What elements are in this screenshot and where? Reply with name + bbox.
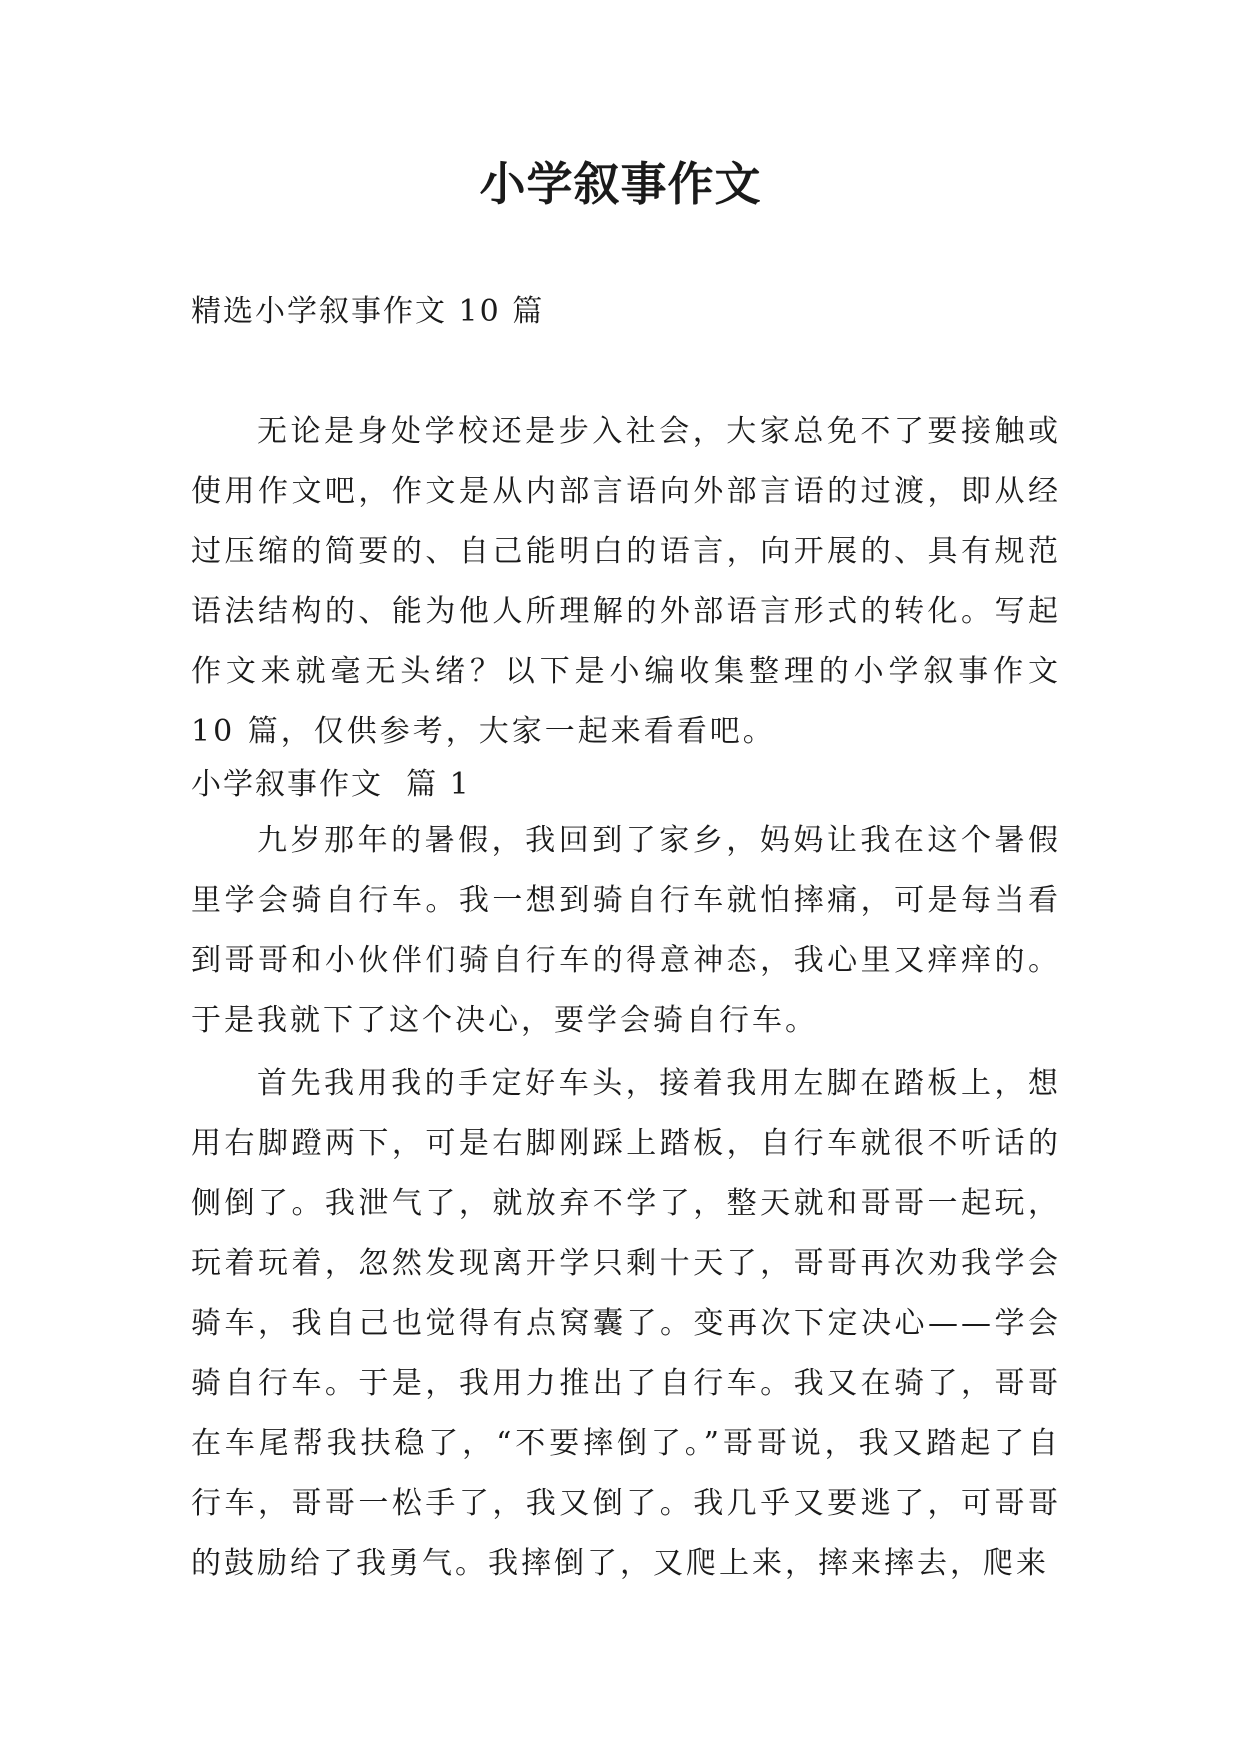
essay-paragraph-2: 首先我用我的手定好车头，接着我用左脚在踏板上，想用右脚蹬两下，可是右脚刚踩上踏板，自行车就很不听话的侧倒了。我泄气了，就放弃不学了，整天就和哥哥一起玩，玩着玩着，忽然发现离开学只剩十天了，哥哥再次劝我学会骑车，我自己也觉得有点窝囊了。变再次下定决心——学会骑自行车。于是，我用力推出了自行车。我又在骑了，哥哥在车尾帮我扶稳了，“不要摔倒了。”哥哥说，我又踏起了自行车，哥哥一松手了，我又倒了。我几乎又要逃了，可哥哥的鼓励给了我勇气。我摔倒了，又爬上来，摔来摔去，爬来 [191,1066,1061,1581]
section-heading: 小学叙事作文 篇 1 [191,767,471,802]
document-title: 小学叙事作文 [479,157,762,211]
intro-paragraph: 无论是身处学校还是步入社会，大家总免不了要接触或使用作文吧，作文是从内部言语向外部言语的过渡，即从经过压缩的简要的、自己能明白的语言，向开展的、具有规范语法结构的、能为他人所理解的外部语言形式的转化。写起作文来就毫无头绪？以下是小编收集整理的小学叙事作文 10 篇，仅供参考，大家一起来看看吧。 [191,414,1061,749]
essay-paragraph-1: 九岁那年的暑假，我回到了家乡，妈妈让我在这个暑假里学会骑自行车。我一想到骑自行车就怕摔痛，可是每当看到哥哥和小伙伴们骑自行车的得意神态，我心里又痒痒的。于是我就下了这个决心，要学会骑自行车。 [191,823,1061,1038]
document-subtitle: 精选小学叙事作文 10 篇 [191,294,545,329]
